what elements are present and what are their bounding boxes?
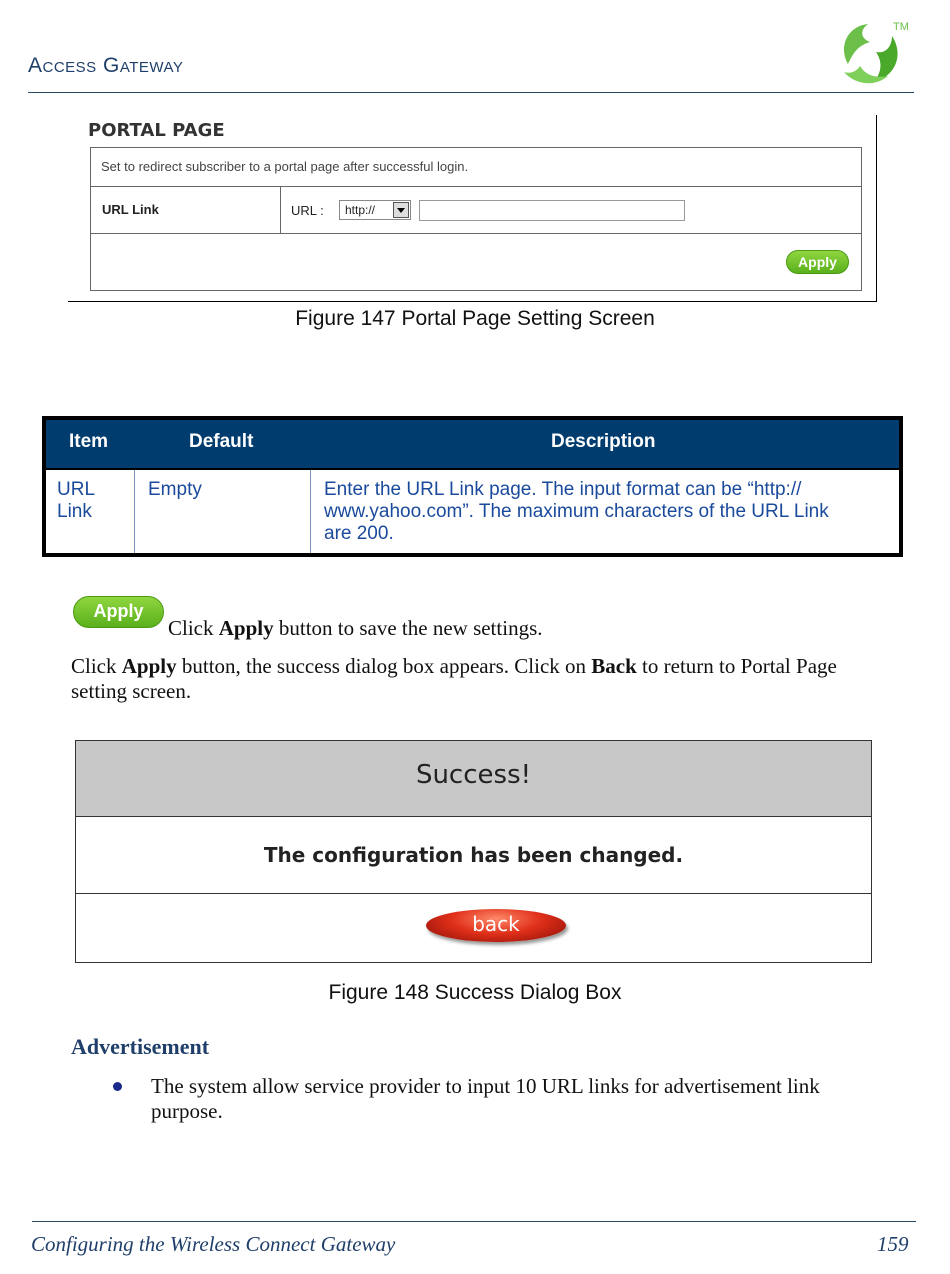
bullet-icon	[113, 1082, 122, 1091]
advertisement-heading: Advertisement	[71, 1034, 210, 1059]
protocol-select-value: http://	[345, 203, 376, 217]
success-dialog-title: Success!	[415, 760, 532, 790]
table-header-item: Item	[69, 431, 109, 452]
chevron-down-icon[interactable]	[393, 202, 409, 218]
figure-148-caption: Figure 148 Success Dialog Box	[328, 981, 622, 1004]
table-column-divider	[310, 470, 311, 553]
portal-cell-divider	[280, 187, 281, 234]
footer-divider	[32, 1221, 916, 1222]
page-number: 159	[877, 1232, 909, 1256]
table-header-description: Description	[551, 431, 656, 452]
portal-description-text: Set to redirect subscriber to a portal page after successful login.	[101, 159, 469, 174]
document-header-title: Access Gateway	[28, 54, 184, 77]
table-cell-description: Enter the URL Link page. The input format can be “http:// www.yahoo.com”. The maximum characters of the URL Link are 200.	[324, 479, 829, 544]
figure-147-caption: Figure 147 Portal Page Setting Screen	[295, 307, 655, 330]
apply-instruction: Click Apply button to save the new settings.	[168, 616, 543, 640]
table-cell-default: Empty	[148, 479, 202, 500]
portal-apply-button[interactable]: Apply	[786, 250, 849, 274]
trademark-mark: TM	[893, 21, 909, 33]
advertisement-bullet-text: The system allow service provider to input 10 URL links for advertisement link purpose.	[151, 1074, 820, 1123]
back-button[interactable]: back	[426, 909, 566, 942]
portal-page-title: PORTAL PAGE	[88, 120, 225, 141]
footer-chapter-title: Configuring the Wireless Connect Gateway	[31, 1232, 396, 1256]
header-divider	[28, 92, 914, 93]
url-link-label: URL Link	[102, 202, 159, 217]
url-prefix-label: URL :	[291, 203, 324, 218]
url-input[interactable]	[419, 200, 685, 221]
table-cell-item: URL Link	[57, 479, 96, 522]
table-header-default: Default	[189, 431, 254, 452]
success-paragraph: Click Apply button, the success dialog box appears. Click on Back to return to Portal Page setting screen.	[71, 654, 837, 703]
success-message: The configuration has been changed.	[263, 843, 684, 867]
swirl-logo-icon	[830, 16, 912, 88]
table-header-row	[46, 420, 899, 468]
table-header-divider	[46, 468, 899, 470]
table-column-divider	[134, 470, 135, 553]
apply-button-illustration: Apply	[73, 596, 164, 628]
